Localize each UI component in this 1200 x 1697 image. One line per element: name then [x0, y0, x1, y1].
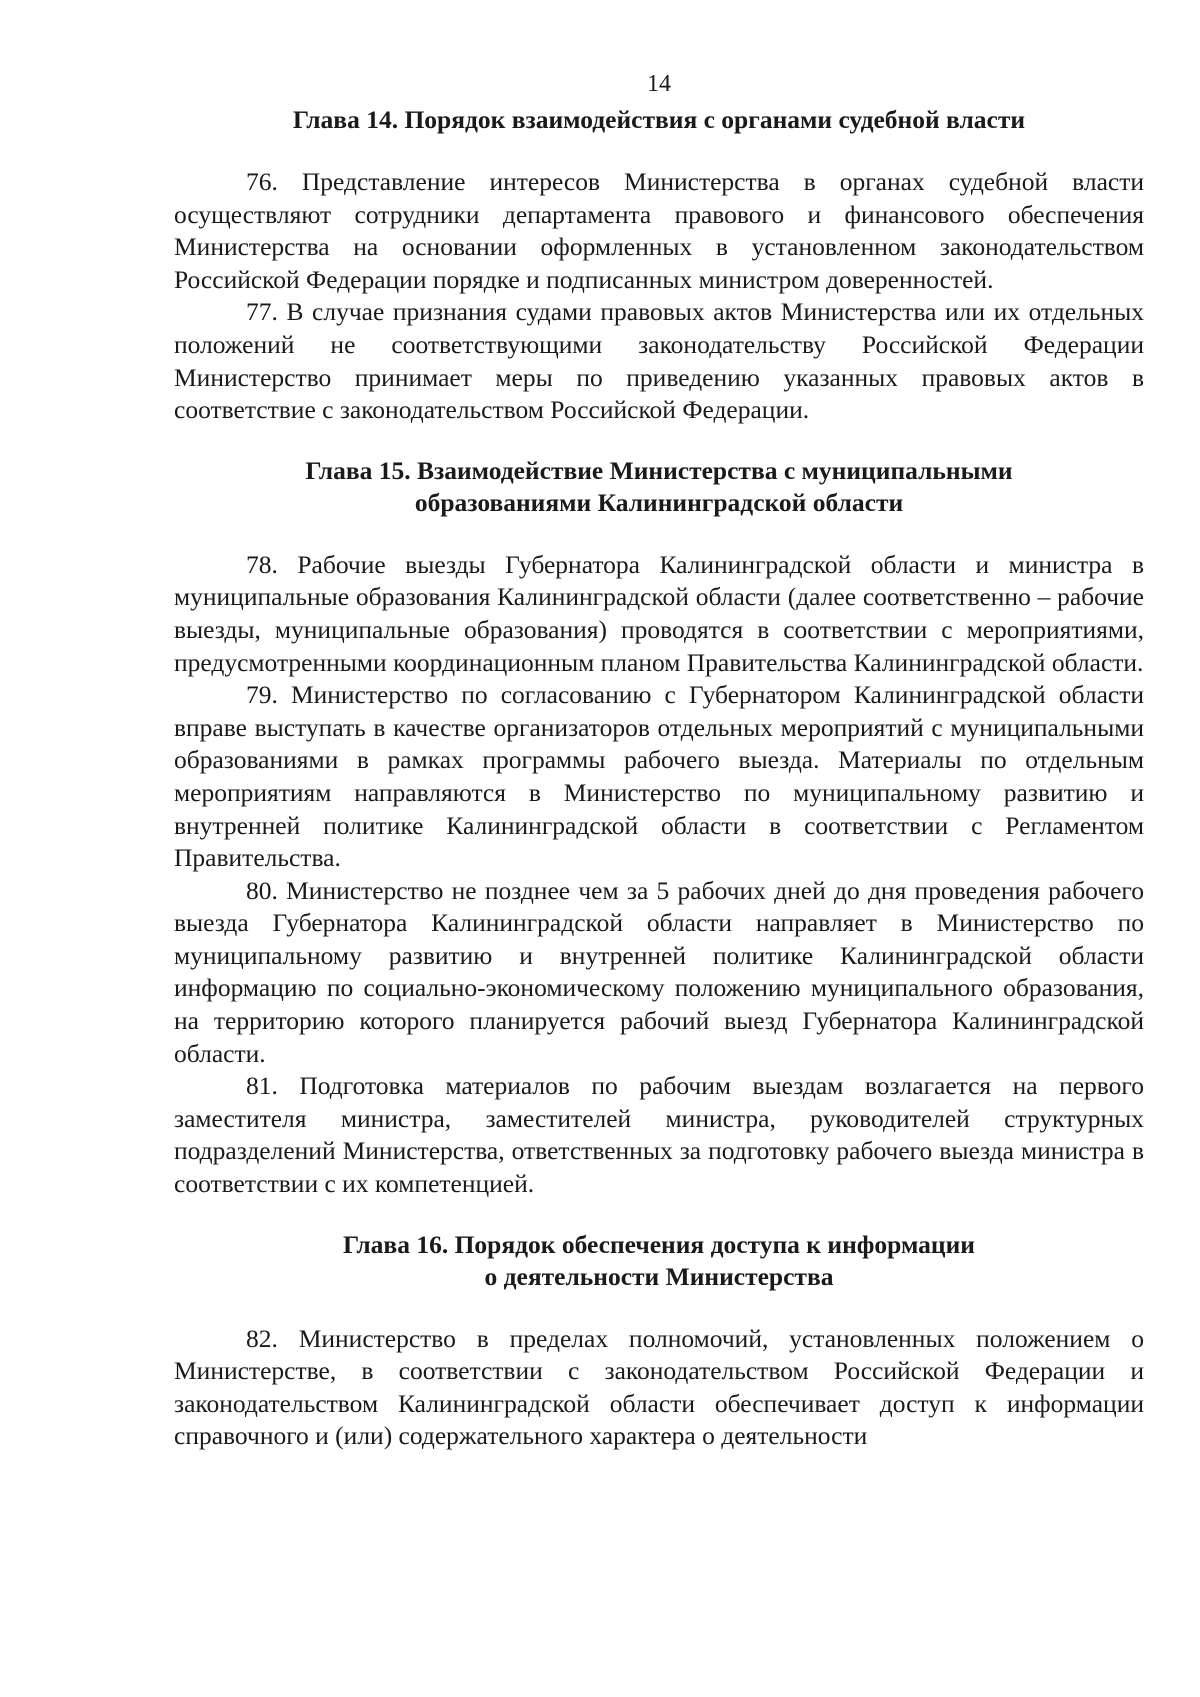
- paragraph-79: 79. Министерство по согласованию с Губернатором Калининградской области вправе выступать в качестве организаторов отдельных мероприятий с муниципальными образованиями в рамках программы рабочего выезда. Материалы по отдельным мероприятиям направляются в Министерство по муниципальному развитию и внутренней политике Калининградской области в соответствии с Регламентом Правительства.: [174, 680, 1144, 873]
- chapter-14-title: [174, 104, 1144, 136]
- chapter-15: [174, 455, 1144, 1201]
- chapter-14: [174, 104, 1144, 427]
- chapter-16: [174, 1229, 1144, 1453]
- chapter-title-line: Глава 16. Порядок обеспечения доступа к информации: [343, 1229, 975, 1259]
- paragraph-82: 82. Министерство в пределах полномочий, установленных положением о Министерстве, в соответствии с законодательством Российской Федерации и законодательством Калининградской области обеспечивает доступ к информации справочного и (или) содержательного характера о деятельности: [174, 1323, 1144, 1451]
- chapter-16-title: [174, 1229, 1144, 1293]
- paragraph-76: 76. Представление интересов Министерства в органах судебной власти осуществляют сотрудники департамента правового и финансового обеспечения Министерства на основании оформленных в установленном законодательством Российской Федерации порядке и подписанных министром доверенностей.: [174, 167, 1144, 294]
- chapter-title-line: Глава 14. Порядок взаимодействия с органами судебной власти: [292, 105, 1026, 134]
- chapter-title-line: о деятельности Министерства: [484, 1261, 834, 1291]
- chapter-title-line: образованиями Калининградской области: [414, 487, 904, 517]
- document-page: [174, 70, 1144, 1453]
- page-number: 14: [647, 71, 671, 97]
- paragraph-78: 78. Рабочие выезды Губернатора Калининградской области и министра в муниципальные образования Калининградской области (далее соответственно – рабочие выезды, муниципальные образования) проводятся в соответствии с мероприятиями, предусмотренными координационным планом Правительства Калининградской области.: [174, 549, 1144, 677]
- chapter-title-line: Глава 15. Взаимодействие Министерства с муниципальными: [305, 455, 1013, 485]
- paragraph-77: 77. В случае признания судами правовых актов Министерства или их отдельных положений не соответствующими законодательству Российской Федерации Министерство принимает меры по приведению указанных правовых актов в соответствие с законодательством Российской Федерации.: [174, 297, 1144, 425]
- paragraph-80: 80. Министерство не позднее чем за 5 рабочих дней до дня проведения рабочего выезда Губернатора Калининградской области направляет в Министерство по муниципальному развитию и внутренней политике Калининградской области информацию по социально-экономическому положению муниципального образования, на территорию которого планируется рабочий выезд Губернатора Калининградской области.: [174, 875, 1144, 1068]
- chapter-15-title: [174, 455, 1144, 519]
- paragraph-81: 81. Подготовка материалов по рабочим выездам возлагается на первого заместителя министра, заместителей министра, руководителей структурных подразделений Министерства, ответственных за подготовку рабочего выезда министра в соответствии с их компетенцией.: [174, 1071, 1144, 1199]
